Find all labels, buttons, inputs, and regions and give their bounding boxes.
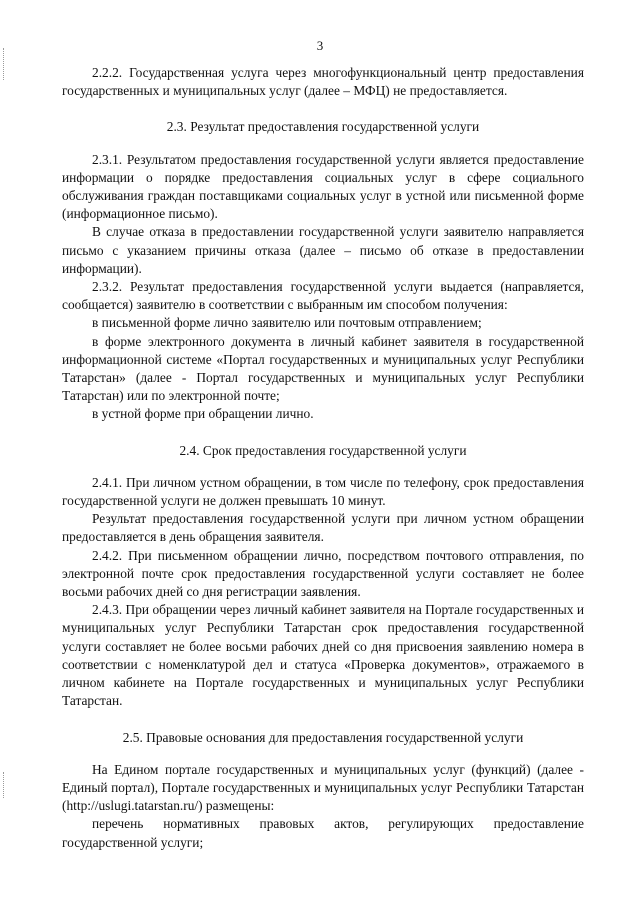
margin-scan-mark-bottom: [3, 772, 5, 798]
paragraph-2-3-1: 2.3.1. Результатом предоставления государственной услуги является предоставление информации о порядке предоставления социальных услуг в сфере социального обслуживания граждан поставщиками социальных услуг в устной или письменной форме (информационное письмо).: [62, 151, 584, 222]
paragraph-2-4-3: 2.4.3. При обращении через личный кабинет заявителя на Портале государственных и муниципальных услуг Республики Татарстан срок предоставления государственной услуги составляет не более восьми рабочих дней со дня присвоения заявлению номера в соответствии с номенклатурой дел и статуса «Проверка документов», отражаемого в личном кабинете на Портале государственных и муниципальных услуг Республики Татарстан.: [62, 602, 584, 709]
paragraph-oral-result: Результат предоставления государственной услуги при личном устном обращении предоставляется в день обращения заявителя.: [62, 511, 584, 545]
list-item-written-form: в письменной форме лично заявителю или почтовым отправлением;: [92, 315, 482, 331]
list-item-legal-acts: перечень нормативных правовых актов, регулирующих предоставление государственной услуги;: [62, 816, 584, 850]
list-item-oral-form: в устной форме при обращении лично.: [92, 406, 314, 422]
section-heading-2-5: 2.5. Правовые основания для предоставления государственной услуги: [122, 729, 524, 745]
paragraph-2-3-2: 2.3.2. Результат предоставления государственной услуги выдается (направляется, сообщается) заявителю в соответствии с выбранным им способом получения:: [62, 279, 584, 313]
page-number: 3: [316, 38, 324, 53]
paragraph-2-2-2: 2.2.2. Государственная услуга через многофункциональный центр предоставления государственных и муниципальных услуг (далее – МФЦ) не предоставляется.: [62, 65, 584, 99]
paragraph-portal-placement: На Едином портале государственных и муниципальных услуг (функций) (далее - Единый портал), Портале государственных и муниципальных услуг Республики Татарстан (http://uslugi.tatarstan.ru/) размещены:: [62, 761, 584, 814]
section-heading-2-3: 2.3. Результат предоставления государственной услуги: [166, 119, 480, 135]
paragraph-2-4-2: 2.4.2. При письменном обращении лично, посредством почтового отправления, по электронной почте срок предоставления государственной услуги составляет не более восьми рабочих дней со дня регистрации заявления.: [62, 547, 584, 600]
paragraph-refusal-letter: В случае отказа в предоставлении государственной услуги заявителю направляется письмо с указанием причины отказа (далее – письмо об отказе в предоставлении информации).: [62, 224, 584, 276]
list-item-electronic-form: в форме электронного документа в личный кабинет заявителя в государственной информационной системе «Портал государственных и муниципальных услуг Республики Татарстан» (далее - Портал государственных и муниципальных услуг Республики Татарстан) или по электронной почте;: [62, 333, 584, 404]
section-heading-2-4: 2.4. Срок предоставления государственной услуги: [179, 442, 467, 458]
paragraph-2-4-1: 2.4.1. При личном устном обращении, в том числе по телефону, срок предоставления государственной услуги не должен превышать 10 минут.: [62, 474, 584, 509]
document-body: [62, 64, 584, 852]
